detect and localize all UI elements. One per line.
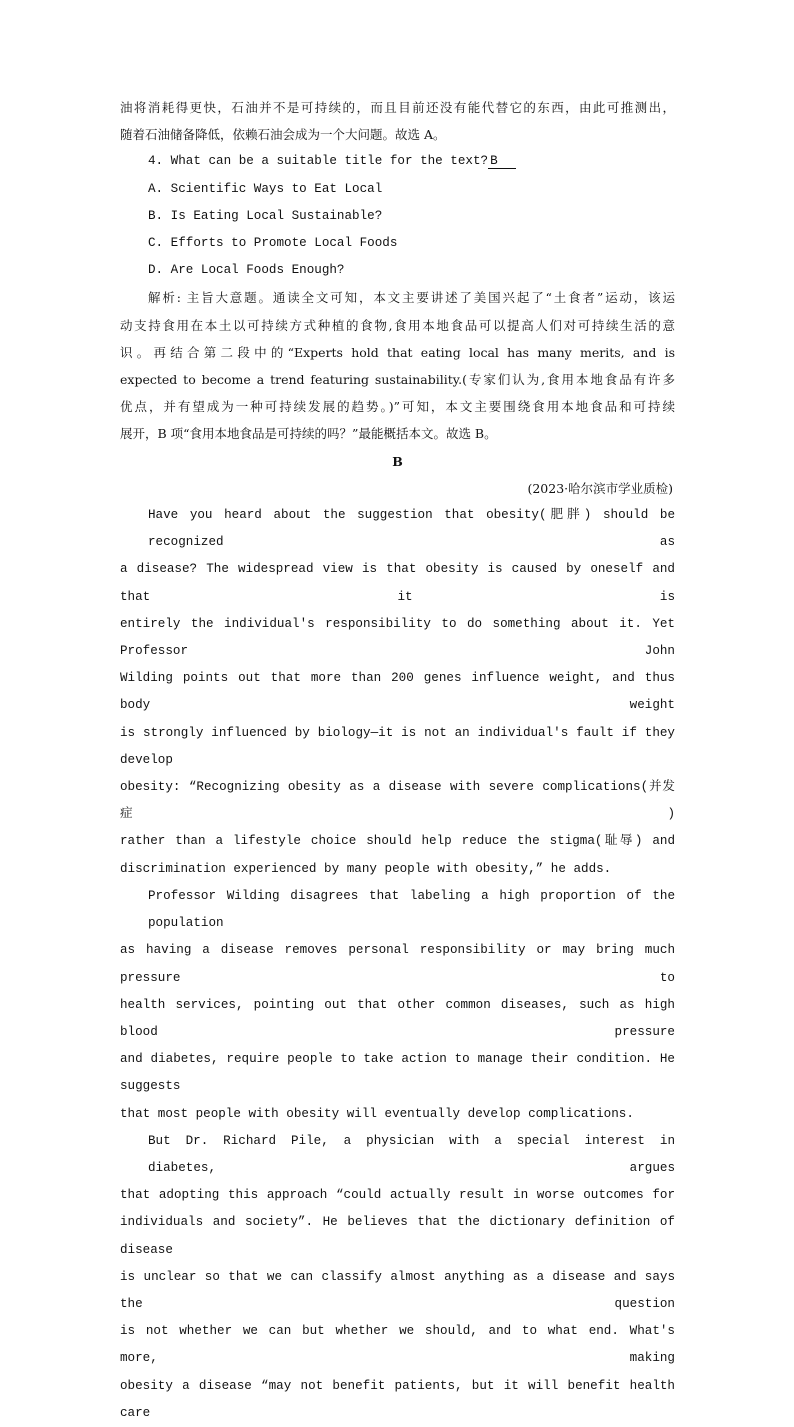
text-line: that adopting this approach “could actually result in worse outcomes for [120,1188,675,1203]
analysis-line: 动支持食用在本土以可持续方式种植的食物,食用本地食品可以提高人们对可持续生活的意 [120,317,675,333]
text-line: entirely the individual's responsibility to do something about it. Yet Professor John [120,616,675,659]
text-line: individuals and society”. He believes that the dictionary definition of disease [120,1215,675,1257]
analysis-line: expected to become a trend featuring sustainability.(专家们认为,食用本地食品有许多 [120,372,675,388]
question-stem [120,148,675,175]
text-line: is not whether we can but whether we should, and to what end. What's more, making [120,1324,675,1366]
option-a: A. Scientific Ways to Eat Local [148,181,383,196]
question-4 [120,148,675,447]
passage-heading: B [392,453,403,469]
analysis-line: 优点，并有望成为一种可持续发展的趋势。)”可知，本文主要围绕食用本地食品和可持续 [120,399,675,415]
text-line: But Dr. Richard Pile, a physician with a special interest in diabetes, argues [148,1133,675,1175]
analysis-line: 展开，B 项“食用本地食品是可持续的吗？”最能概括本文。故选 B。 [120,426,497,442]
answer-blank: B [488,154,516,169]
question-4-analysis [120,284,675,447]
text-line: 随着石油储备降低，依赖石油会成为一个大问题。故选 A。 [120,127,446,143]
text-line: rather than a lifestyle choice should help reduce the stigma(耻辱) and [120,834,675,849]
analysis-line: 识。再结合第二段中的“Experts hold that eating local has many merits, and is [120,344,675,360]
option-b: B. Is Eating Local Sustainable? [148,208,383,223]
text-line: 油将消耗得更快，石油并不是可持续的，而且目前还没有能代替它的东西，由此可推测出， [120,100,675,115]
option-c: C. Efforts to Promote Local Foods [148,236,398,251]
text-line: as having a disease removes personal responsibility or may bring much pressure to [120,943,675,985]
paragraph-1 [120,502,675,883]
text-line: that most people with obesity will eventually develop complications. [120,1106,634,1121]
text-line: is unclear so that we can classify almost anything as a disease and says the question [120,1269,675,1311]
text-line: and diabetes, require people to take action to manage their condition. He suggests [120,1052,675,1094]
option-d: D. Are Local Foods Enough? [148,263,345,278]
text-line: obesity a disease “may not benefit patients, but it will benefit health care [120,1378,675,1420]
paragraph-3 [120,1128,675,1427]
passage-source: (2023·哈尔滨市学业质检) [527,480,673,496]
passage-b [120,448,675,1427]
text-line: health services, pointing out that other common diseases, such as high blood pressure [120,997,675,1039]
text-line: Wilding points out that more than 200 genes influence weight, and thus body weight [120,671,675,713]
text-line: obesity: “Recognizing obesity as a disease with severe complications(并发症) [120,780,675,822]
paragraph-2 [120,883,675,1128]
passage-a-explanation-tail [120,94,675,148]
text-line: is strongly influenced by biology—it is not an individual's fault if they develop [120,725,675,767]
text-line: Professor Wilding disagrees that labeling a high proportion of the population [148,888,675,931]
text-line: a disease? The widespread view is that obesity is caused by oneself and that it is [120,562,675,604]
analysis-line: 解析: 主旨大意题。通读全文可知，本文主要讲述了美国兴起了“土食者”运动，该运 [148,290,675,306]
question-stem-text: 4. What can be a suitable title for the text? [148,154,489,169]
text-line: Have you heard about the suggestion that obesity(肥胖) should be recognized as [148,508,675,550]
document-page [120,94,675,1427]
text-line: discrimination experienced by many people with obesity,” he adds. [120,861,612,876]
